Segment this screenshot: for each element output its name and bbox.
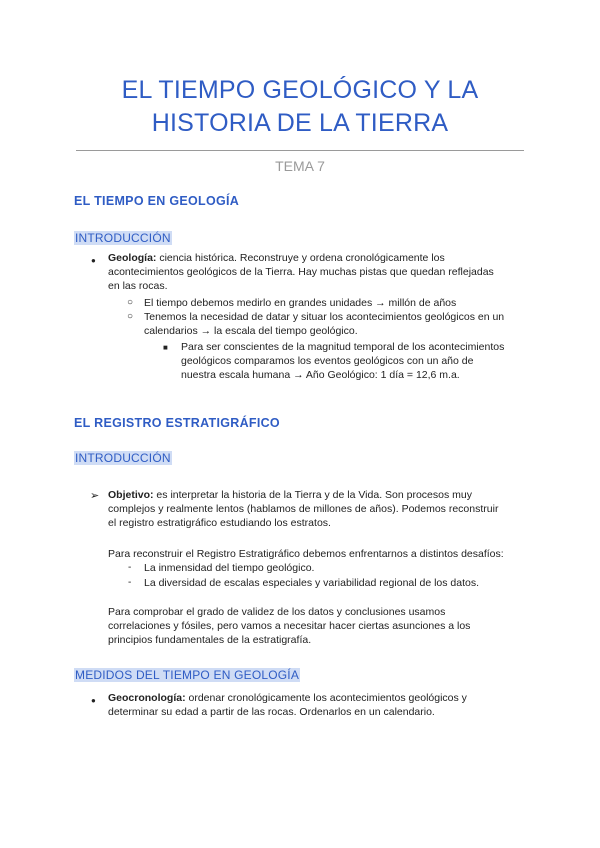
text-line: geológicos comparamos los eventos geológicos con un año de <box>181 355 474 367</box>
title-divider <box>76 150 524 151</box>
circle-bullet: ○ <box>127 297 134 308</box>
circle-bullet: ○ <box>127 311 134 322</box>
text-line: ciencia histórica. Reconstruye y ordena cronológicamente los <box>156 252 445 264</box>
list-item-inmensidad: La inmensidad del tiempo geológico. <box>144 562 315 574</box>
section-heading-registro: EL REGISTRO ESTRATIGRÁFICO <box>74 416 280 430</box>
paragraph-objetivo <box>108 488 548 530</box>
list-item-diversidad: La diversidad de escalas especiales y variabilidad regional de los datos. <box>144 577 480 589</box>
square-bullet: ■ <box>163 343 168 352</box>
subheading-introduccion-2: INTRODUCCIÓN <box>75 451 171 465</box>
subheading-medidos-tiempo: MEDIDOS DEL TIEMPO EN GEOLOGÍA <box>75 668 300 682</box>
dash-bullet: - <box>128 562 132 573</box>
subheading-introduccion-1: INTRODUCCIÓN <box>75 231 171 245</box>
paragraph-validez <box>108 605 548 647</box>
title-line-1: EL TIEMPO GEOLÓGICO Y LA <box>121 76 479 104</box>
text-line: ordenar cronológicamente los acontecimientos geológicos y <box>185 692 467 704</box>
term-objetivo: Objetivo: <box>108 489 154 501</box>
text-line: acontecimientos geológicos de la Tierra. Hay muchas pistas que quedan reflejadas <box>108 266 494 278</box>
text-line: determinar su edad a partir de las rocas. Ordenarlos en un calendario. <box>108 706 435 718</box>
document-title <box>0 74 600 140</box>
list-item-datar <box>144 310 544 338</box>
text-line: Tenemos la necesidad de datar y situar los acontecimientos geológicos en un <box>144 311 505 323</box>
text-line: Para ser conscientes de la magnitud temporal de los acontecimientos <box>181 341 505 353</box>
text-line: es interpretar la historia de la Tierra y de la Vida. Son procesos muy <box>153 489 472 501</box>
title-line-2: HISTORIA DE LA TIERRA <box>151 109 449 137</box>
text-line: principios fundamentales de la estratigrafía. <box>108 634 312 646</box>
document-subtitle: TEMA 7 <box>275 158 325 174</box>
term-geologia: Geología: <box>108 252 157 264</box>
paragraph-geocronologia <box>108 691 548 719</box>
text-line: correlaciones y fósiles, pero vamos a necesitar hacer ciertas asunciones a los <box>108 620 471 632</box>
list-item-unidades: El tiempo debemos medirlo en grandes unidades → millón de años <box>144 297 457 309</box>
text-line: el registro estratigráfico estudiando los estratos. <box>108 517 331 529</box>
list-item-ano-geologico <box>181 340 541 382</box>
text-line: en las rocas. <box>108 280 168 292</box>
disc-bullet: ● <box>91 696 96 705</box>
disc-bullet: ● <box>91 256 96 265</box>
text-line: nuestra escala humana → Año Geológico: 1 día = 12,6 m.a. <box>181 369 460 381</box>
dash-bullet: - <box>128 577 132 588</box>
paragraph-geologia <box>108 251 548 293</box>
term-geocronologia: Geocronología: <box>108 692 186 704</box>
text-line: complejos y realmente lentos (hablamos de millones de años). Podemos reconstruir <box>108 503 499 515</box>
paragraph-desafios: Para reconstruir el Registro Estratigráfico debemos enfrentarnos a distintos desafíos: <box>108 548 504 560</box>
section-heading-tiempo: EL TIEMPO EN GEOLOGÍA <box>74 194 240 208</box>
arrow-bullet: ➢ <box>90 490 100 502</box>
text-line: Para comprobar el grado de validez de los datos y conclusiones usamos <box>108 606 446 618</box>
text-line: calendarios → la escala del tiempo geológico. <box>144 325 358 337</box>
